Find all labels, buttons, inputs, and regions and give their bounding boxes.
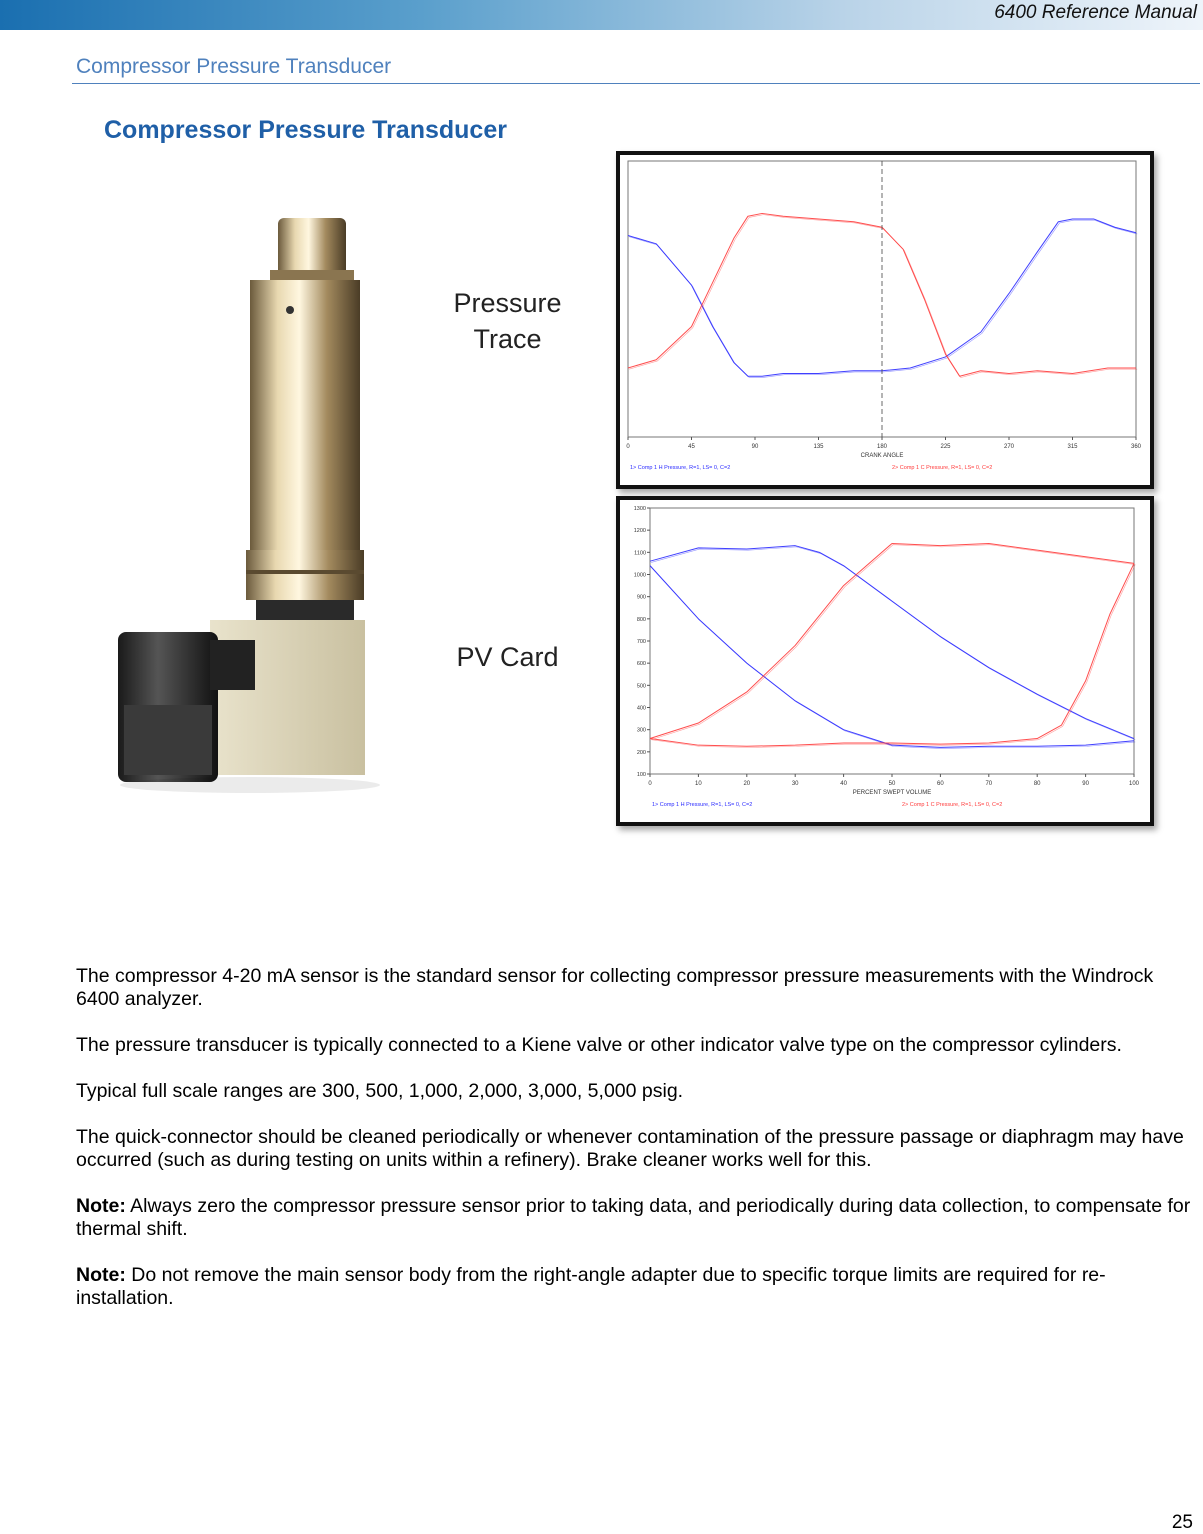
pv-card-x-tick-label: 40 [840,781,847,787]
pv-card-x-tick-label: 90 [1082,781,1089,787]
pv-card-y-tick-label: 1100 [634,550,646,557]
section-divider [72,83,1200,84]
pv-card-series-line-3 [650,563,1134,746]
pv-card-y-tick-label: 1200 [633,528,646,535]
pv-card-legend-entry: 2> Comp 1 C Pressure, R=1, LS= 0, C=2 [902,802,1003,808]
pressure-trace-x-tick-label: 270 [1003,444,1015,450]
pv-card-series-shadow-3 [651,565,1135,748]
pv-card-label: PV Card [456,642,559,672]
pv-card-y-tick-label: 1300 [633,506,646,512]
pv-card-x-axis-label: PERCENT SWEPT VOLUME [852,790,932,796]
note-adapter [76,1264,1196,1310]
pv-card-x-tick-label: 80 [1033,781,1041,787]
pv-card-chart-frame [616,496,1154,826]
pv-card-y-tick-label: 700 [636,639,646,645]
pressure-trace-x-tick-label: 135 [813,444,824,450]
pressure-trace-x-tick-label: 225 [940,444,951,450]
pv-card-x-tick-label: 60 [937,781,944,787]
pv-card-x-tick-label: 10 [695,781,702,787]
pv-card-series-line-1 [650,566,1134,748]
figure-title: Compressor Pressure Transducer [104,116,507,144]
pressure-trace-x-tick-label: 360 [1130,444,1142,450]
pressure-trace-label: Pressure Trace [453,288,562,354]
pressure-trace-chart-frame [616,151,1154,489]
pressure-trace-series-shadow-1 [629,215,1137,378]
note-label: Note: [76,1195,126,1217]
note-zero-text: Always zero the compressor pressure sensor prior to taking data, and periodically during data collection, to compensate for thermal shift. [76,1195,1191,1240]
pressure-trace-x-tick-label: 0 [626,444,630,450]
pressure-trace-x-axis-label: CRANK ANGLE [860,453,904,459]
pv-card-y-tick-label: 400 [636,705,646,712]
paragraph-connection: The pressure transducer is typically connected to a Kiene valve or other indicator valve type on the compressor cylinders. [76,1034,1122,1056]
body-text [76,965,1196,1333]
note-label: Note: [76,1264,126,1286]
page-number: 25 [1171,1512,1193,1533]
pressure-trace-legend-entry: 1> Comp 1 H Pressure, R=1, LS= 0, C=2 [630,465,731,471]
pv-card-y-tick-label: 300 [636,727,646,734]
pressure-transducer-photo [100,200,400,800]
pressure-trace-series-shadow-0 [629,220,1137,377]
pv-card-y-tick-label: 600 [636,661,646,668]
pv-card-x-tick-label: 100 [1128,781,1140,787]
pressure-trace-x-tick-label: 90 [751,444,759,450]
pv-card-x-tick-label: 50 [888,781,896,787]
pressure-trace-x-tick-label: 180 [876,444,888,450]
pv-card-y-tick-label: 900 [636,594,646,601]
pv-card-y-tick-label: 200 [636,749,646,756]
pv-card-series-shadow-0 [651,547,1135,740]
pv-card-x-tick-label: 70 [985,781,993,787]
pv-card-y-tick-label: 500 [636,683,646,690]
pv-card-x-tick-label: 0 [648,781,652,787]
paragraph-ranges: Typical full scale ranges are 300, 500, 1,000, 2,000, 3,000, 5,000 psig. [76,1080,684,1102]
pressure-trace-x-tick-label: 45 [688,444,695,450]
section-heading: Compressor Pressure Transducer [76,55,392,78]
paragraph-cleaning: The quick-connector should be cleaned periodically or whenever contamination of the pressure passage or diaphragm may have occurred (such as during testing on units within a refinery). Brake cleaner works well for this. [76,1126,1184,1171]
pv-card-chart [620,500,1150,822]
paragraph-sensor-standard: The compressor 4-20 mA sensor is the standard sensor for collecting compressor pressure measurements with the Windrock 6400 analyzer. [76,965,1154,1010]
note-zero-sensor [76,1195,1196,1241]
pv-card-series-shadow-1 [651,567,1135,749]
pressure-trace-legend-entry: 2> Comp 1 C Pressure, R=1, LS= 0, C=2 [892,465,993,471]
pv-card-x-tick-label: 20 [743,781,751,787]
pv-card-legend-entry: 1> Comp 1 H Pressure, R=1, LS= 0, C=2 [652,802,753,808]
pv-card-y-tick-label: 800 [636,616,646,623]
pv-card-y-tick-label: 100 [636,772,646,778]
pressure-trace-chart [620,155,1150,485]
pressure-trace-x-tick-label: 315 [1067,444,1078,450]
pv-card-y-tick-label: 1000 [633,572,646,579]
note-adapter-text: Do not remove the main sensor body from the right-angle adapter due to specific torque limits are required for re-installation. [76,1264,1106,1309]
manual-title: 6400 Reference Manual [994,2,1197,23]
pv-card-x-tick-label: 30 [791,781,799,787]
